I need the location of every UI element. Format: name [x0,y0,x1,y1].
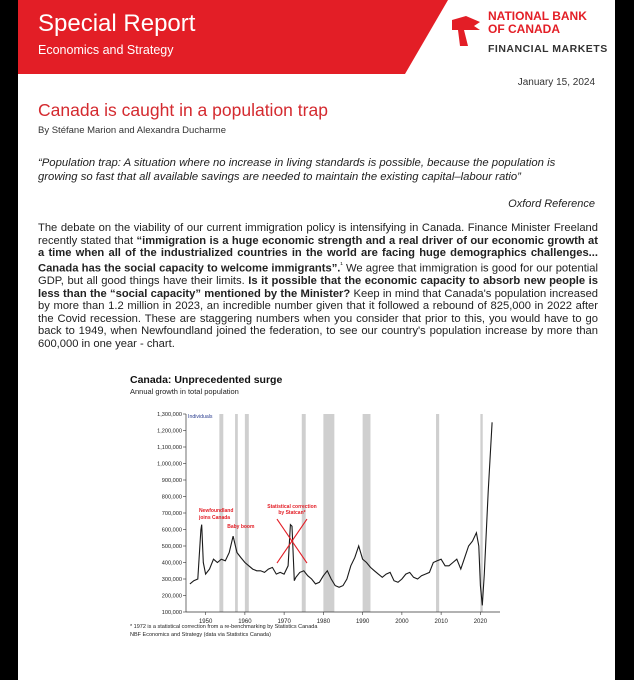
report-date: January 15, 2024 [517,77,595,88]
x-tick-label-5: 2000 [395,619,409,625]
report-page [18,0,615,680]
y-tick-label-10: 1,100,000 [157,445,182,451]
quote-source: Oxford Reference [508,198,595,210]
population-chart [128,372,508,647]
article-authors: By Stéfane Marion and Alexandra Ducharme [38,125,226,136]
y-tick-label-4: 500,000 [161,544,182,550]
y-tick-label-6: 700,000 [161,511,182,517]
y-tick-label-8: 900,000 [161,478,182,484]
body-part-1: The debate on the viability of our current immigration policy is intensifying in Canada. Finance Minister Freeland recently stated that [38,222,598,247]
body-part-4: We agree that immigration is good for our potential GDP, but all good things have their limits. [38,262,598,288]
annotation-newfoundland-1: Newfoundland [198,508,234,515]
y-tick-label-2: 300,000 [161,577,182,583]
body-question: Is it possible that the economic capacity to absorb new people is less than the “social capacity” mentioned by the Minister? [38,275,598,300]
x-tick-label-2: 1970 [277,619,291,625]
footnote-marker: ¹ [340,261,343,269]
chart-subtitle: Annual growth in total population [130,387,239,396]
x-tick-label-6: 2010 [434,619,448,625]
annotation-statcan-1: Statistical correction [267,504,317,511]
y-tick-label-9: 1,000,000 [157,461,182,468]
annotation-baby-boom: Baby boom [227,523,255,530]
x-tick-label-1: 1960 [238,619,252,625]
logo-line-2: OF CANADA [488,22,560,36]
logo-line-1: NATIONAL BANK [488,9,587,23]
annotation-statcan-2: by Statcan* [278,509,306,516]
x-tick-label-4: 1990 [355,619,370,625]
y-tick-label-12: 1,300,000 [157,412,182,418]
body-quote-minister: “immigration is a huge economic strength and a real driver of our economic growth at a time when all of the industrialized countries in the world are facing huge demographics challenges... Canada has the social capacity to welcome immigrants”. [38,234,599,275]
recession-band-2 [245,414,249,612]
chart-footnote: * 1972 is a statistical correction from a re-benchmarking by Statistics Canada [130,624,318,630]
x-tick-label-3: 1980 [316,619,331,625]
recession-band-5 [363,414,371,612]
x-tick-label-0: 1950 [198,619,213,625]
report-subtitle: Economics and Strategy [38,43,174,57]
definition-quote: “Population trap: A situation where no increase in living standards is possible, because the population is growing so fast that all available savings are needed to maintain the existing capital–labour ratio” [38,157,556,183]
report-header [18,0,615,74]
report-title: Special Report [38,10,196,37]
article-title: Canada is caught in a population trap [38,100,328,120]
logo-line-3: FINANCIAL MARKETS [488,43,608,55]
y-tick-label-1: 200,000 [161,593,182,600]
unit-label: Individuals [188,414,213,420]
x-tick-label-7: 2020 [473,619,488,625]
recession-band-1 [235,414,238,612]
bank-eagle-icon [450,16,484,46]
y-tick-label-11: 1,200,000 [157,428,182,435]
annotation-newfoundland-2: joins Canada [198,514,231,521]
y-tick-label-5: 600,000 [161,527,182,534]
bank-logo [448,10,608,62]
population-chart-svg [128,372,508,647]
chart-source: NBF Economics and Strategy (data via Statistics Canada) [130,632,271,638]
y-tick-label-0: 100,000 [161,610,182,616]
y-tick-label-7: 800,000 [161,494,182,501]
chart-title: Canada: Unprecedented surge [130,374,283,386]
recession-band-6 [436,414,439,612]
article-body [38,222,598,351]
y-tick-label-3: 400,000 [161,560,182,567]
body-part-6: Keep in mind that Canada's population increased by more than 1.2 million in 2023, an incredible number given that it followed a rebound of 825,000 in 2022 after the Covid recession. These are staggering numbers when you consider that prior to this, you would have to go back to 1949, when Newfoundland joined the federation, to see our country's population increase by more than 600,000 in one year - chart. [38,287,599,351]
